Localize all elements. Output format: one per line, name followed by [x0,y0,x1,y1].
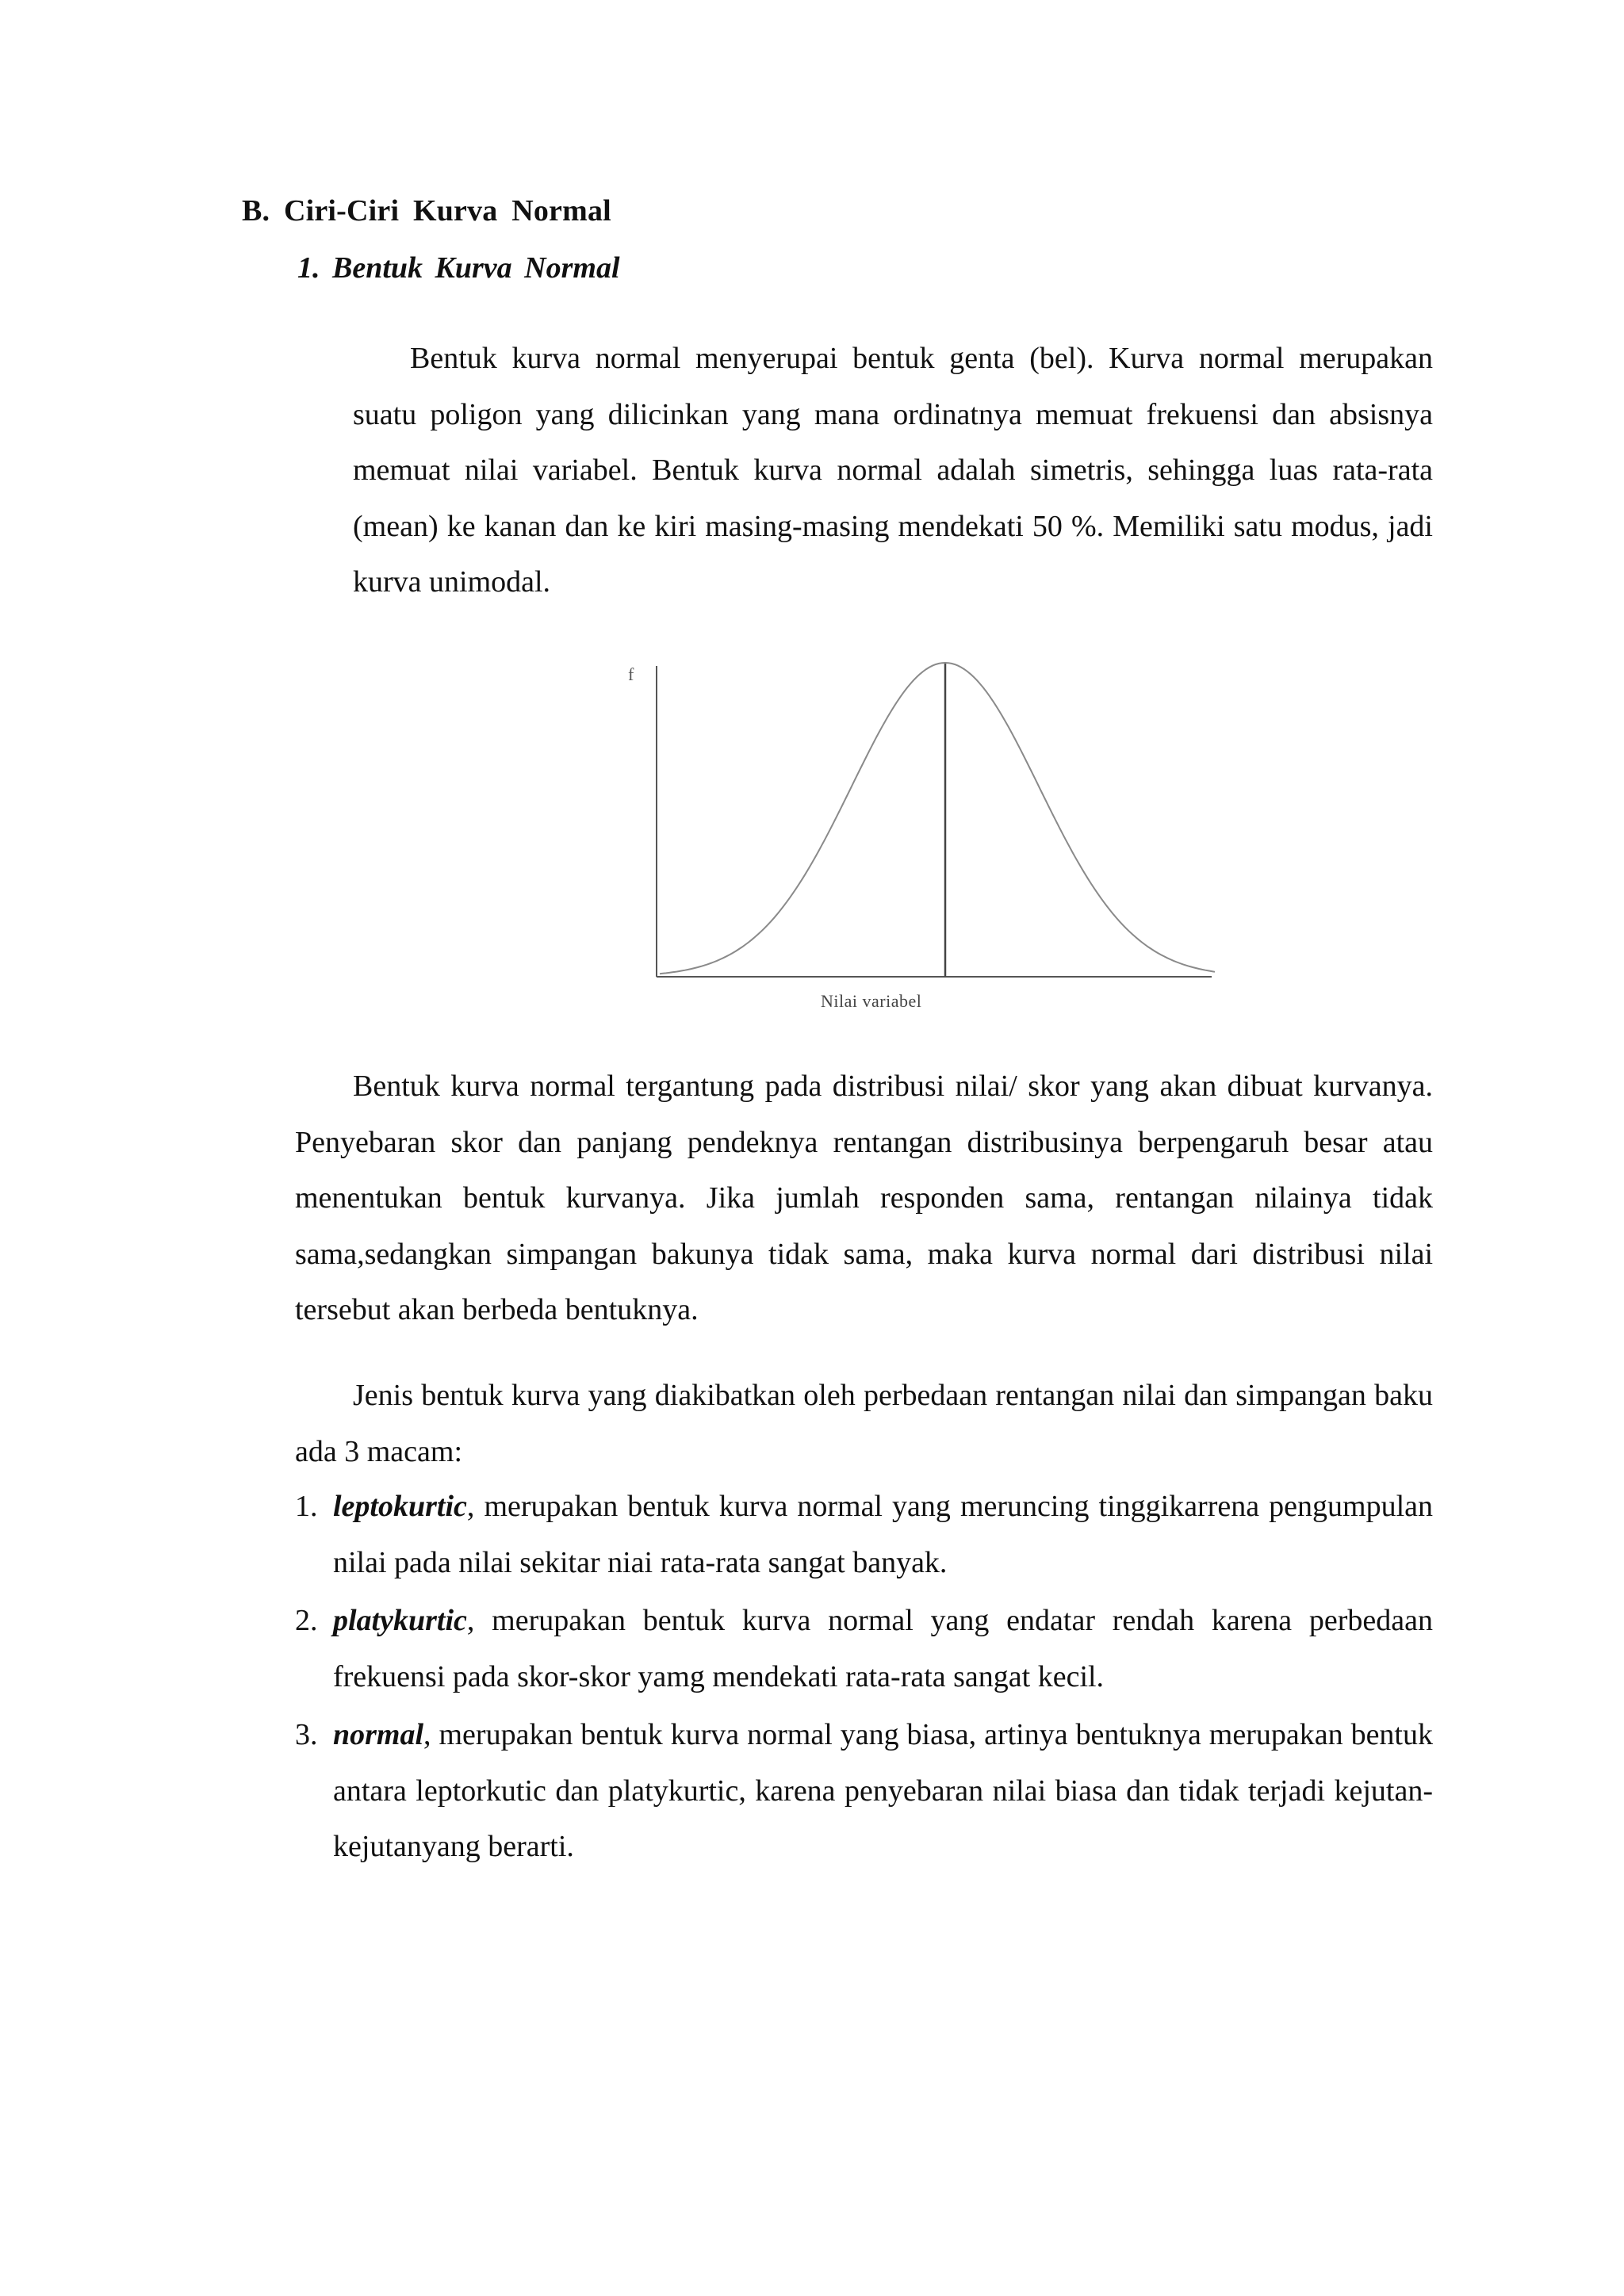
normal-curve-svg [619,650,1221,1015]
x-axis-label: Nilai variabel [821,991,922,1011]
normal-curve-figure [619,650,1221,1015]
list-number: 2. [295,1604,318,1637]
term-normal: normal [333,1718,424,1751]
list-item [295,1479,1433,1590]
list-number: 3. [295,1718,318,1751]
term-platykurtic: platykurtic [333,1604,467,1637]
bell-curve [660,663,1215,974]
subsection-heading: 1. Bentuk Kurva Normal [297,251,620,285]
y-axis-label: f [628,664,634,684]
paragraph-types-intro: Jenis bentuk kurva yang diakibatkan oleh perbedaan rentangan nilai dan simpangan baku ada 3 macam: [295,1379,1433,1468]
term-leptokurtic: leptokurtic [333,1490,467,1523]
curve-types-list [295,1479,1433,1877]
paragraph-intro: Bentuk kurva normal menyerupai bentuk genta (bel). Kurva normal merupakan suatu poligon yang dilicinkan yang mana ordinatnya memuat frekuensi dan absisnya memuat nilai variabel. Bentuk kurva normal adalah simetris, sehingga luas rata-rata (mean) ke kanan dan ke kiri masing-masing mendekati 50 %. Memiliki satu modus, jadi kurva unimodal. [353,342,1433,599]
list-item-text: , merupakan bentuk kurva normal yang endatar rendah karena perbedaan frekuensi pada skor-skor yamg mendekati rata-rata sangat kecil. [333,1604,1433,1693]
list-item-text: , merupakan bentuk kurva normal yang meruncing tinggikarrena pengumpulan nilai pada nilai sekitar niai rata-rata sangat banyak. [333,1490,1433,1579]
list-item-text: , merupakan bentuk kurva normal yang biasa, artinya bentuknya merupakan bentuk antara leptorkutic dan platykurtic, karena penyebaran nilai biasa dan tidak terjadi kejutan-kejutanyang berarti. [333,1718,1433,1863]
section-heading: B. Ciri-Ciri Kurva Normal [242,194,611,228]
list-number: 1. [295,1490,318,1523]
paragraph-distribution: Bentuk kurva normal tergantung pada distribusi nilai/ skor yang akan dibuat kurvanya. Penyebaran skor dan panjang pendeknya rentangan distribusinya berpengaruh besar atau menentukan bentuk kurvanya. Jika jumlah responden sama, rentangan nilainya tidak sama,sedangkan simpangan bakunya tidak sama, maka kurva normal dari distribusi nilai tersebut akan berbeda bentuknya. [295,1070,1433,1326]
list-item [295,1593,1433,1705]
list-item [295,1707,1433,1875]
